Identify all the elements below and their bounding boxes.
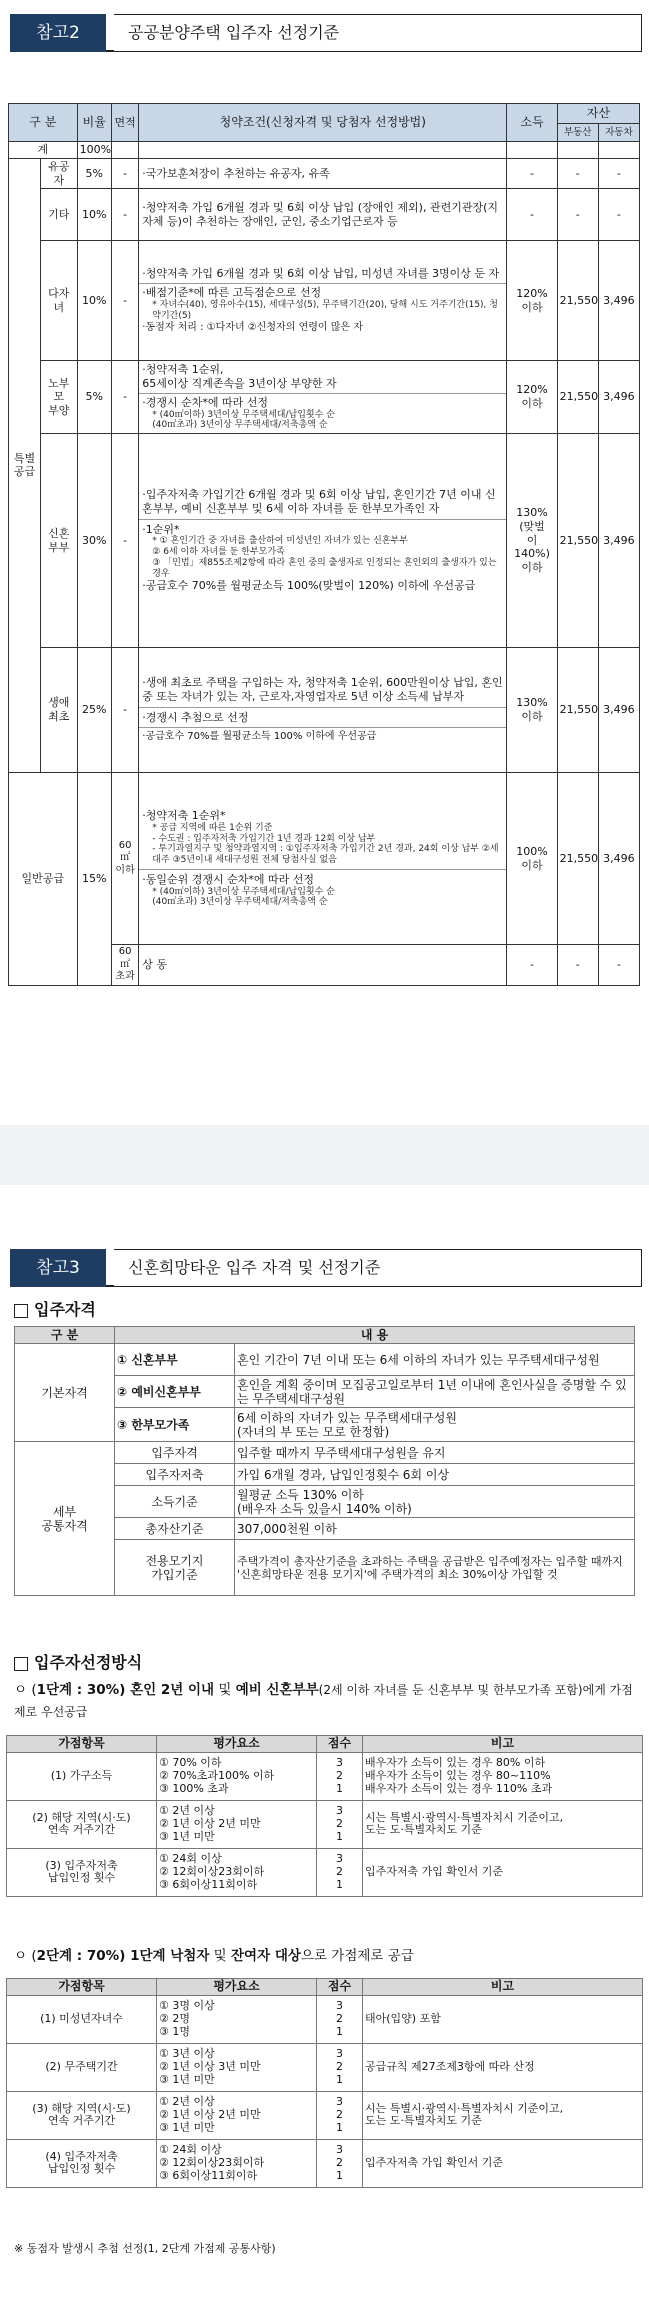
score-elements [157,2043,317,2091]
score-point: 2 [336,1864,343,1878]
score-point: 2 [336,1816,343,1830]
score-note: 입주자저축 가입 확인서 기준 [363,1848,643,1896]
condition-text: ·배점기준*에 따른 고득점순으로 선정 [142,286,322,300]
row-income: 120% 이하 [507,361,557,434]
condition-text: ·청약저축 1순위* [142,808,226,822]
row-income: - [507,158,557,189]
score-note: 배우자가 소득이 있는 경우 80% 이하 배우자가 소득이 있는 경우 80~110% 배우자가 소득이 있는 경우 110% 초과 [363,1752,643,1800]
total-ratio: 100% [77,142,111,159]
general-area-under: 60㎡ 이하 [111,773,138,945]
row-area: - [111,189,138,241]
condition-text: ·청약저축 가입 6개월 경과 및 6회 이상 납입, 미성년 자녀를 3명이상 둔 자 [142,267,500,281]
qual-item-desc: 월평균 소득 130% 이하 (배우자 소득 있을시 140% 이하) [235,1486,635,1518]
header-income: 소득 [507,104,557,142]
score-item: (3) 입주자저축 납입인정 횟수 [7,1848,157,1896]
header-realestate: 부동산 [557,124,598,142]
score-point: 3 [336,1999,343,2013]
qual-item-name: ① 신혼부부 [115,1344,235,1376]
score-point: 3 [336,1804,343,1818]
score-note: 시는 특별시·광역시·특별자치시 기준이고, 도는 도·특별자치도 기준 [363,1800,643,1848]
qual-item-name: ② 예비신혼부부 [115,1376,235,1408]
row-car: 3,496 [598,241,639,361]
row-condition [139,434,507,648]
score-elements [157,1800,317,1848]
row-income: 130% 이하 [507,648,557,773]
condition-note: * 공급 지역에 따른 1순위 기준 - 수도권 : 입주자저축 가입기간 1년 경과 12회 이상 납부 - 투기과열지구 및 청약과열지역 : ①입주자저축 가입기간 2년 경과, 24회 이상 납부 ②세대주 ③5년이내 세대구성원 전체 당첨사실 없음 [152,822,499,866]
score-note: 공급규칙 제27조제3항에 따라 산정 [363,2043,643,2091]
ref2-tag: 참고2 [10,14,106,52]
score-element: ② 1년 이상 2년 미만 [159,2107,261,2121]
score-points [317,1848,363,1896]
row-condition [139,361,507,434]
score-row [7,1848,643,1896]
stage2-score-table [6,1978,643,2188]
stage2-description: ㅇ (2단계 : 70%) 1단계 낙첨자 및 잔여자 대상으로 가점제로 공급 [14,1948,414,1964]
row-name: 유공자 [41,158,78,189]
score-row [7,2043,643,2091]
qual-item-desc: 가입 6개월 경과, 납입인정횟수 6회 이상 [235,1464,635,1486]
score-element: ③ 6회이상11회이하 [159,2168,258,2182]
score-point: 3 [336,2143,343,2157]
row-car: 3,496 [598,648,639,773]
score-element: ② 70%초과100% 이하 [159,1768,275,1782]
score-note: 시는 특별시·광역시·특별자치시 기준이고, 도는 도·특별자치도 기준 [363,2091,643,2139]
row-car: - [598,189,639,241]
score-point: 1 [336,2120,343,2134]
condition-text: ·1순위* [142,522,180,536]
row-ratio: 5% [77,361,111,434]
score-element: ① 2년 이상 [159,2095,215,2109]
row-name: 다자녀 [41,241,78,361]
row-condition [139,241,507,361]
qual-item-desc: 혼인을 계획 중이며 모집공고일로부터 1년 이내에 혼인사실을 증명할 수 있는 무주택세대구성원 [235,1376,635,1408]
qualification-table [14,1326,635,1596]
checkbox-square-icon [14,1304,28,1318]
score-point: 2 [336,1768,343,1782]
general-income: - [507,945,557,986]
score-note: 입주자저축 가입 확인서 기준 [363,2139,643,2187]
score-header-points: 점수 [317,1979,363,1996]
score-header-note: 비고 [363,1979,643,1996]
header-kind: 구 분 [9,104,78,142]
header-area: 면적 [111,104,138,142]
qual-item-name: ③ 한부모가족 [115,1408,235,1442]
score-points [317,2139,363,2187]
score-header-element: 평가요소 [157,1736,317,1753]
condition-note: * (40㎡이하) 3년이상 무주택세대/납입횟수 순 (40㎡초과) 3년이상 무주택세대/저축총액 순 [152,886,335,908]
selection-heading: 입주자선정방식 [14,1650,142,1673]
row-income: 130% (맞벌 이140%) 이하 [507,434,557,648]
score-elements [157,1752,317,1800]
total-label: 계 [9,142,78,159]
score-point: 1 [336,2168,343,2182]
score-header-item: 가점항목 [7,1979,157,1996]
score-point: 2 [336,2059,343,2073]
row-realestate: 21,550 [557,434,598,648]
score-elements [157,2091,317,2139]
header-condition: 청약조건(신청자격 및 당첨자 선정방법) [139,104,507,142]
score-points [317,1752,363,1800]
score-point: 2 [336,2011,343,2025]
score-point: 1 [336,2024,343,2038]
condition-text: ·동점자 처리 : ①다자녀 ②신청자의 연령이 많은 자 [142,321,363,333]
row-income: 120% 이하 [507,241,557,361]
ref3-header [10,1249,642,1287]
condition-text: ·공급호수 70%를 월평균소득 100% 이하에 우선공급 [139,727,506,744]
score-item: (1) 미성년자녀수 [7,1995,157,2043]
score-element: ① 24회 이상 [159,2143,222,2157]
score-header-note: 비고 [363,1736,643,1753]
ref2-title: 공공분양주택 입주자 선정기준 [114,14,642,52]
public-sale-criteria-table [8,103,640,986]
row-realestate: 21,550 [557,648,598,773]
qual-item-name: 입주자저축 [115,1464,235,1486]
score-row [7,2139,643,2187]
qual-item-name: 소득기준 [115,1486,235,1518]
score-element: ① 2년 이상 [159,1804,215,1818]
score-element: ② 1년 이상 3년 미만 [159,2059,261,2073]
row-car: - [598,158,639,189]
row-condition [139,648,507,773]
score-element: ③ 1년 미만 [159,2120,215,2134]
row-ratio: 30% [77,434,111,648]
row-name: 생애 최초 [41,648,78,773]
score-header-points: 점수 [317,1736,363,1753]
score-point: 2 [336,2107,343,2121]
score-element: ① 24회 이상 [159,1852,222,1866]
row-realestate: - [557,189,598,241]
condition-note: * ① 혼인기간 중 자녀를 출산하여 미성년인 자녀가 있는 신혼부부 ② 6세 이하 자녀를 둔 한부모가족 ③ 「민법」제855조제2항에 따라 혼인 중의 출생자로 인정되는 혼인외의 출생자가 있는 경우 [152,536,497,579]
score-row [7,1995,643,2043]
score-points [317,2043,363,2091]
general-area-over: 60㎡ 초과 [111,945,138,986]
row-ratio: 25% [77,648,111,773]
row-area: - [111,361,138,434]
score-element: ③ 1년 미만 [159,2072,215,2086]
qual-item-name: 총자산기준 [115,1518,235,1540]
score-row [7,1752,643,1800]
qual-header-kind: 구 분 [15,1327,115,1344]
row-area: - [111,648,138,773]
checkbox-square-icon [14,1657,28,1671]
row-name: 신혼 부부 [41,434,78,648]
qual-item-desc: 혼인 기간이 7년 이내 또는 6세 이하의 자녀가 있는 무주택세대구성원 [235,1344,635,1376]
score-element: ① 3명 이상 [159,1999,215,2013]
ref3-tag: 참고3 [10,1249,106,1287]
row-realestate: 21,550 [557,241,598,361]
score-point: 1 [336,2072,343,2086]
stage1-score-table [6,1735,643,1897]
header-ratio: 비율 [77,104,111,142]
general-income: 100% 이하 [507,773,557,945]
condition-text: ·생애 최초로 주택을 구입하는 자, 청약저축 1순위, 600만원이상 납입, 혼인중 또는 자녀가 있는 자, 근로자,자영업자로 5년 이상 소득세 납부자 [142,676,503,703]
condition-note: * (40㎡이하) 3년이상 무주택세대/납입횟수 순 (40㎡초과) 3년이상 무주택세대/저축총액 순 [152,409,335,431]
condition-note: * 자녀수(40), 영유아수(15), 세대구성(5), 무주택기간(20), 당해 시도 거주기간(15), 청약기간(5) [152,299,498,321]
common-qualification-label: 세부 공통자격 [15,1442,115,1596]
general-realestate: - [557,945,598,986]
score-item: (3) 해당 지역(시·도) 연속 거주기간 [7,2091,157,2139]
row-ratio: 10% [77,189,111,241]
condition-text: ·경쟁시 순차*에 따라 선정 [142,395,269,409]
row-ratio: 5% [77,158,111,189]
section-divider [0,1125,649,1185]
score-element: ② 12회이상23회이하 [159,1864,265,1878]
score-element: ① 70% 이하 [159,1756,222,1770]
row-realestate: 21,550 [557,361,598,434]
row-car: 3,496 [598,361,639,434]
row-car: 3,496 [598,434,639,648]
score-item: (1) 가구소득 [7,1752,157,1800]
row-condition: ·국가보훈처장이 추천하는 유공자, 유족 [139,158,507,189]
row-area: - [111,241,138,361]
score-element: ③ 6회이상11회이하 [159,1877,258,1891]
row-area: - [111,158,138,189]
general-supply-label: 일반공급 [9,773,78,986]
score-item: (2) 해당 지역(시·도) 연속 거주기간 [7,1800,157,1848]
general-supply-ratio: 15% [77,773,111,986]
score-element: ① 3년 이상 [159,2047,215,2061]
score-element: ② 12회이상23회이하 [159,2155,265,2169]
general-realestate: 21,550 [557,773,598,945]
score-header-item: 가점항목 [7,1736,157,1753]
qual-item-desc: 307,000천원 이하 [235,1518,635,1540]
stage1-description: ㅇ (1단계 : 30%) 혼인 2년 이내 및 예비 신혼부부(2세 이하 자녀를 둔 신혼부부 및 한부모가족 포함)에게 가점제로 우선공급 [14,1682,633,1719]
qual-header-content: 내 용 [115,1327,635,1344]
score-elements [157,2139,317,2187]
condition-text: ·동일순위 경쟁시 순차*에 따라 선정 [142,872,315,886]
ref3-title: 신혼희망타운 입주 자격 및 선정기준 [114,1249,642,1287]
score-row [7,2091,643,2139]
condition-text: ·입주자저축 가입기간 6개월 경과 및 6회 이상 납입, 혼인기간 7년 이내 신혼부부, 예비 신혼부부 및 6세 이하 자녀를 둔 한부모가족인 자 [142,488,496,515]
score-point: 1 [336,1781,343,1795]
condition-text: ·공급호수 70%를 월평균소득 100%(맞벌이 120%) 이하에 우선공급 [142,579,476,593]
score-point: 1 [336,1877,343,1891]
general-condition [139,773,507,945]
row-area: - [111,434,138,648]
score-point: 2 [336,2155,343,2169]
row-income: - [507,189,557,241]
score-header-element: 평가요소 [157,1979,317,1996]
score-elements [157,1995,317,2043]
score-element: ③ 1년 미만 [159,1829,215,1843]
score-element: ③ 100% 초과 [159,1781,229,1795]
qual-item-desc: 주택가격이 총자산기준을 초과하는 주택을 공급받은 입주예정자는 입주할 때까지 '신혼희망타운 전용 모기지'에 주택가격의 최소 30%이상 가입할 것 [235,1540,635,1596]
general-condition-over: 상 동 [139,945,507,986]
score-point: 3 [336,2047,343,2061]
row-ratio: 10% [77,241,111,361]
header-car: 자동차 [598,124,639,142]
special-supply-label: 특별 공급 [9,158,41,772]
score-element: ② 2명 [159,2011,190,2025]
score-point: 3 [336,1852,343,1866]
score-item: (4) 입주자저축 납입인정 횟수 [7,2139,157,2187]
score-point: 3 [336,1756,343,1770]
score-note: 태아(입양) 포함 [363,1995,643,2043]
qual-item-desc: 6세 이하의 자녀가 있는 무주택세대구성원 (자녀의 부 또는 모로 한정함) [235,1408,635,1442]
score-points [317,1800,363,1848]
ref2-header [10,14,642,52]
score-row [7,1800,643,1848]
score-points [317,2091,363,2139]
score-element: ② 1년 이상 2년 미만 [159,1816,261,1830]
score-point: 3 [336,2095,343,2109]
general-car: 3,496 [598,773,639,945]
basic-qualification-label: 기본자격 [15,1344,115,1442]
score-points [317,1995,363,2043]
qual-item-name: 입주자격 [115,1442,235,1464]
qual-item-name: 전용모기지 가입기준 [115,1540,235,1596]
score-element: ③ 1명 [159,2024,190,2038]
condition-text: ·경쟁시 추첨으로 선정 [139,707,506,725]
qualification-heading: 입주자격 [14,1297,96,1320]
condition-text: ·청약저축 1순위, 65세이상 직계존속을 3년이상 부양한 자 [142,363,337,390]
general-car: - [598,945,639,986]
score-item: (2) 무주택기간 [7,2043,157,2091]
score-point: 1 [336,1829,343,1843]
header-asset: 자산 [557,104,639,124]
row-condition: ·청약저축 가입 6개월 경과 및 6회 이상 납입 (장애인 제외), 관련기관장(지자체 등)이 추천하는 장애인, 군인, 중소기업근로자 등 [139,189,507,241]
qual-item-desc: 입주할 때까지 무주택세대구성원을 유지 [235,1442,635,1464]
row-name: 노부모 부양 [41,361,78,434]
footnote: ※ 동점자 발생시 추첨 선정(1, 2단계 가점제 공통사항) [14,2242,276,2255]
score-elements [157,1848,317,1896]
row-realestate: - [557,158,598,189]
row-name: 기타 [41,189,78,241]
